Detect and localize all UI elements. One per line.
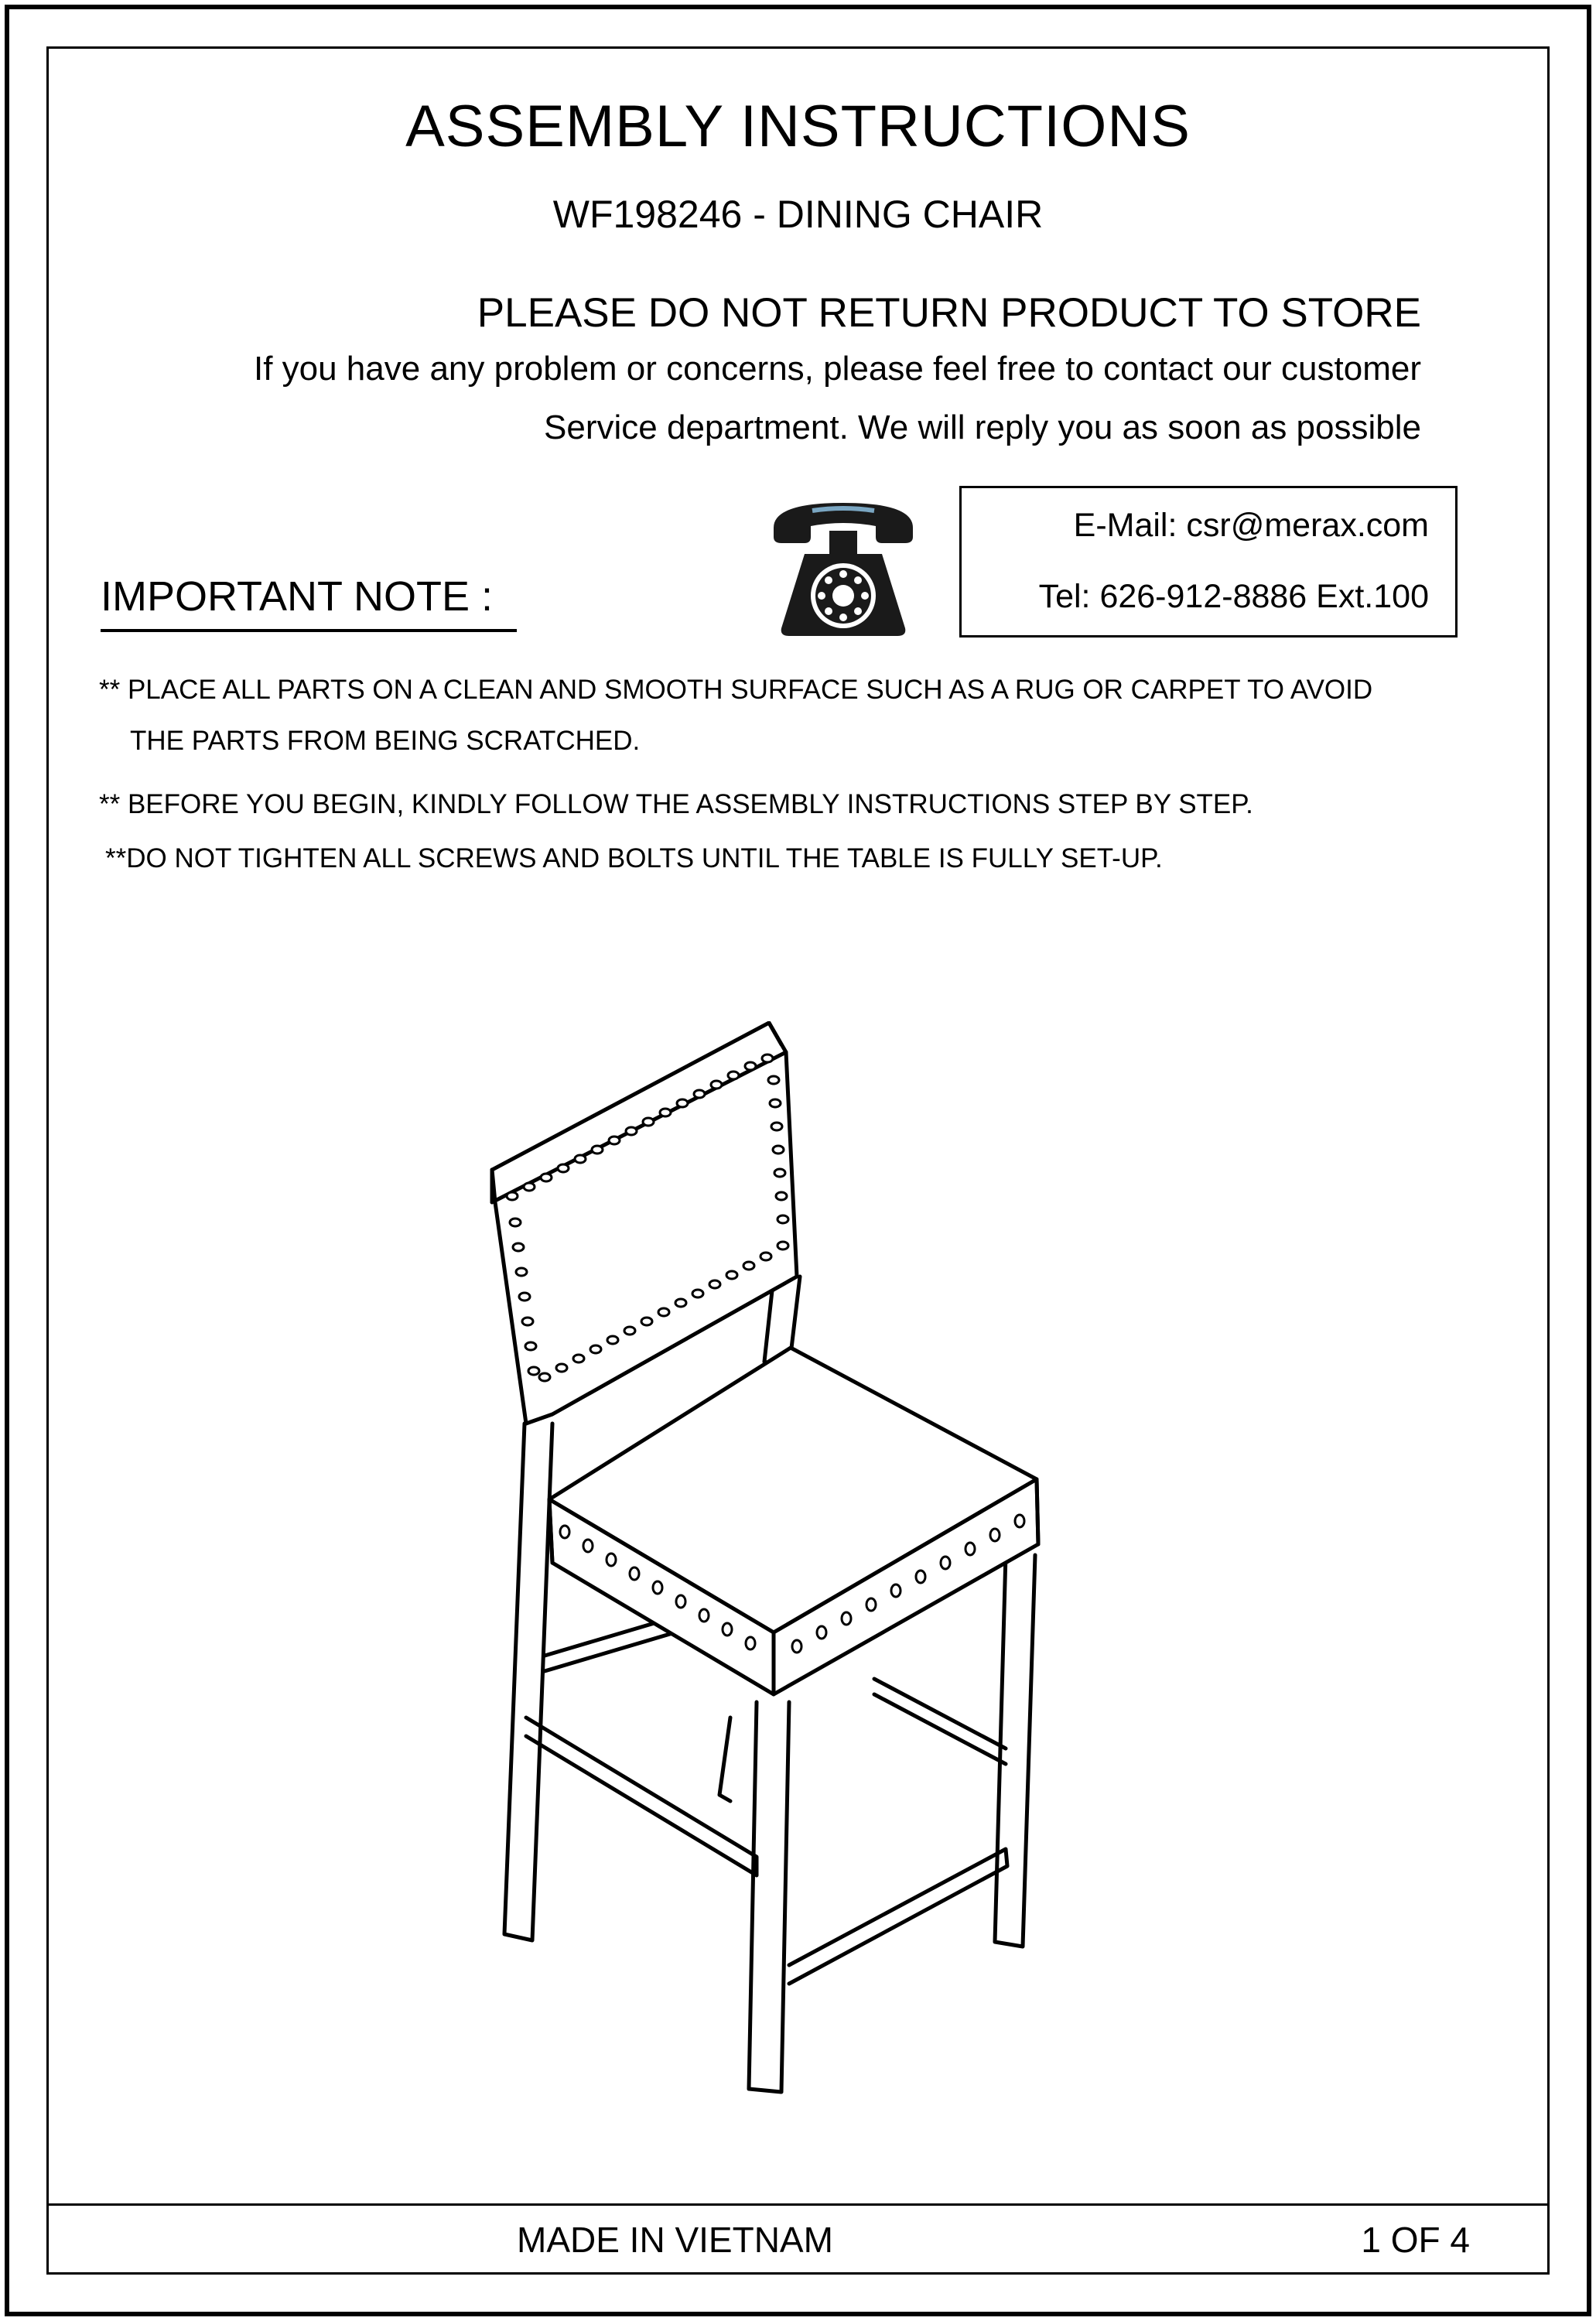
dining-chair-illustration [464,1021,1083,2120]
note-3: **DO NOT TIGHTEN ALL SCREWS AND BOLTS UNTIL THE TABLE IS FULLY SET-UP. [105,843,1163,873]
note-1-line-2: THE PARTS FROM BEING SCRATCHED. [130,726,641,756]
contact-email[interactable]: E-Mail: csr@merax.com [1073,507,1429,544]
notice-heading: PLEASE DO NOT RETURN PRODUCT TO STORE [477,290,1421,336]
footer-origin: MADE IN VIETNAM [517,2220,833,2260]
telephone-icon [766,497,921,640]
contact-phone[interactable]: Tel: 626-912-8886 Ext.100 [1038,578,1429,615]
page-title: ASSEMBLY INSTRUCTIONS [405,94,1191,159]
footer-divider [46,2203,1550,2206]
page-number: 1 OF 4 [1361,2220,1470,2260]
note-2: ** BEFORE YOU BEGIN, KINDLY FOLLOW THE ASSEMBLY INSTRUCTIONS STEP BY STEP. [99,789,1253,819]
model-subtitle: WF198246 - DINING CHAIR [552,193,1044,236]
notice-line-2: Service department. We will reply you as soon as possible [544,408,1421,446]
contact-box [959,486,1458,638]
note-1-line-1: ** PLACE ALL PARTS ON A CLEAN AND SMOOTH SURFACE SUCH AS A RUG OR CARPET TO AVOID [99,675,1373,705]
important-note-heading: IMPORTANT NOTE : [101,573,494,620]
important-note-underline [101,629,517,632]
notice-line-1: If you have any problem or concerns, please feel free to contact our customer [253,350,1421,388]
